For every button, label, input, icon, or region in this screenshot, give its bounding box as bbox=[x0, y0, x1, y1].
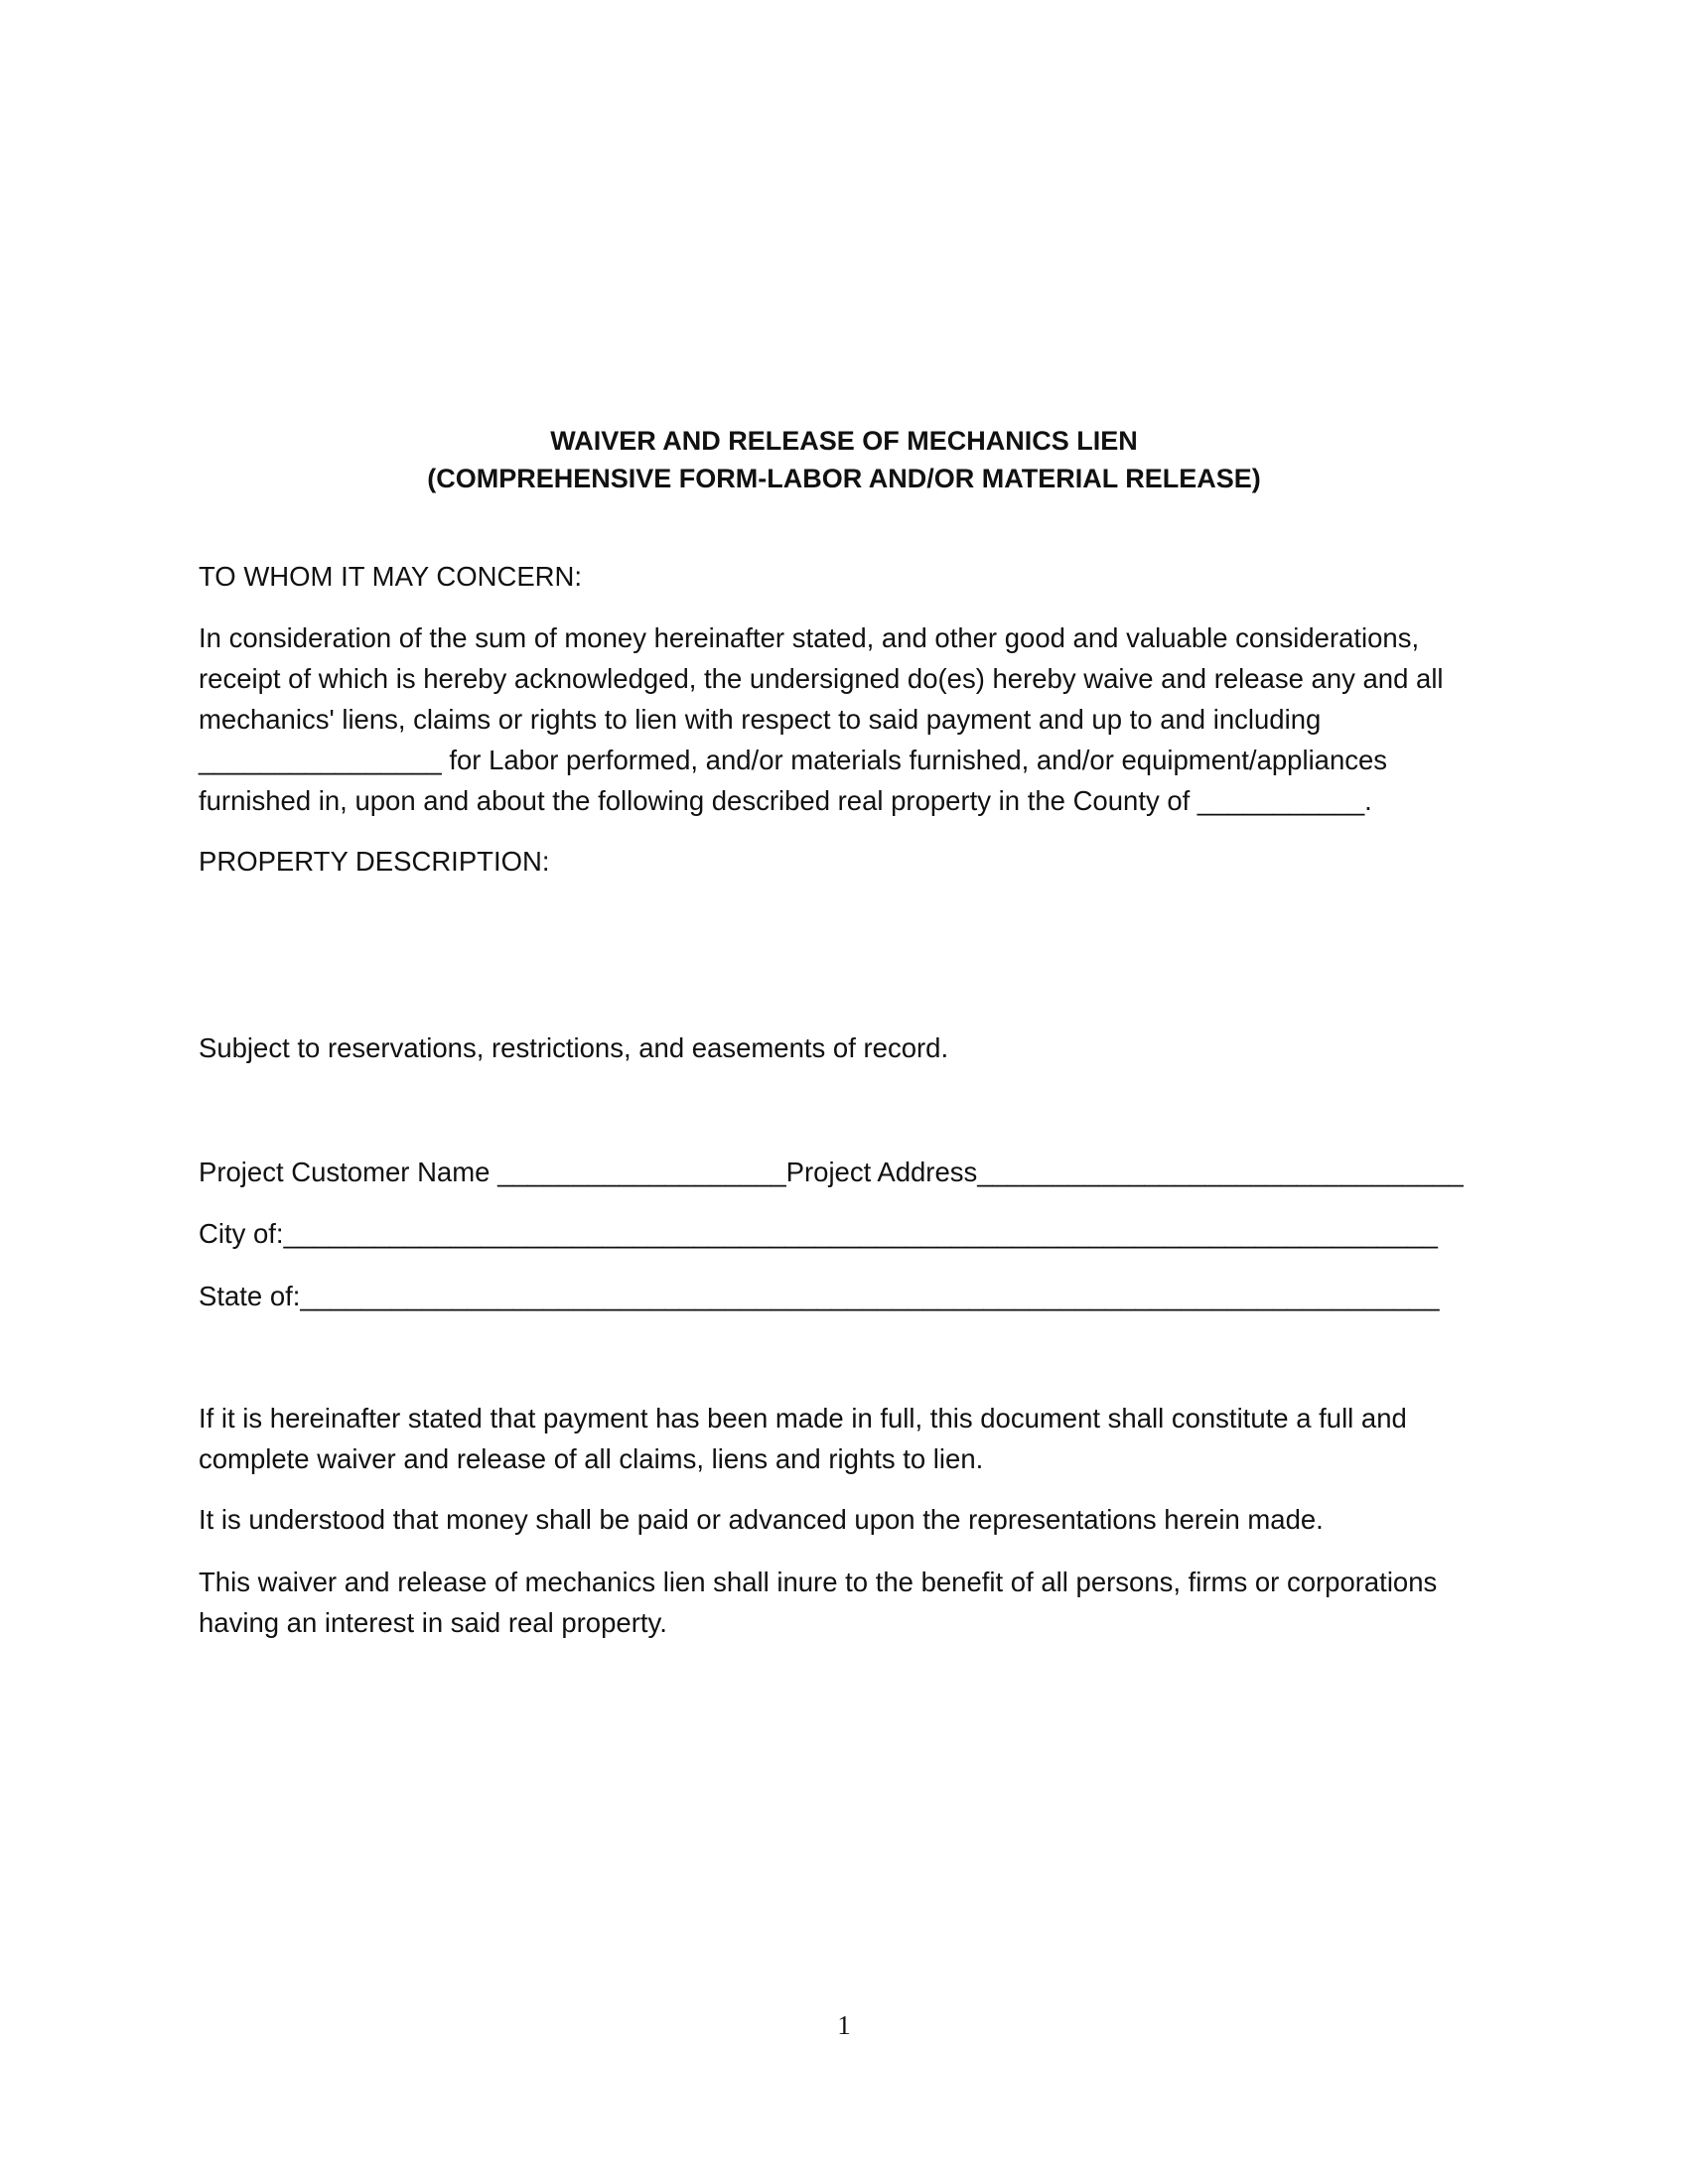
paragraph-line: complete waiver and release of all claims, liens and rights to lien. bbox=[199, 1443, 984, 1474]
full-payment-paragraph bbox=[199, 1398, 1499, 1479]
subject-to-text: Subject to reservations, restrictions, and easements of record. bbox=[199, 1032, 949, 1063]
city-field-row bbox=[199, 1213, 1499, 1254]
customer-address-field-row bbox=[199, 1152, 1499, 1192]
amount-blank-line: ________________ for Labor performed, and/or materials furnished, and/or equipment/appliances bbox=[199, 745, 1388, 775]
city-field: City of:____________________________________________________________________________ bbox=[199, 1218, 1438, 1249]
paragraph-line: If it is hereinafter stated that payment has been made in full, this document shall constitute a full and bbox=[199, 1403, 1407, 1433]
paragraph-line: It is understood that money shall be paid or advanced upon the representations herein made. bbox=[199, 1504, 1324, 1535]
addressee bbox=[199, 556, 1499, 597]
consideration-paragraph bbox=[199, 617, 1499, 821]
title-line-2: (COMPREHENSIVE FORM-LABOR AND/OR MATERIAL RELEASE) bbox=[427, 464, 1261, 493]
state-field-row bbox=[199, 1276, 1499, 1316]
paragraph-line: This waiver and release of mechanics lien shall inure to the benefit of all persons, firms or corporations bbox=[199, 1567, 1438, 1597]
paragraph-line: receipt of which is hereby acknowledged, the undersigned do(es) hereby waive and release any and all bbox=[199, 663, 1444, 694]
customer-name-and-address-fields: Project Customer Name ___________________Project Address________________________________ bbox=[199, 1157, 1464, 1187]
understood-paragraph bbox=[199, 1499, 1499, 1540]
county-blank-line: furnished in, upon and about the following described real property in the County of ___________. bbox=[199, 785, 1372, 816]
paragraph-line: having an interest in said real property. bbox=[199, 1607, 667, 1638]
addressee-text: TO WHOM IT MAY CONCERN: bbox=[199, 561, 583, 592]
paragraph-line: In consideration of the sum of money hereinafter stated, and other good and valuable considerations, bbox=[199, 622, 1420, 653]
title-line-1: WAIVER AND RELEASE OF MECHANICS LIEN bbox=[550, 426, 1138, 456]
page-number: 1 bbox=[837, 2010, 851, 2040]
state-field: State of:___________________________________________________________________________ bbox=[199, 1281, 1440, 1311]
benefit-paragraph bbox=[199, 1562, 1499, 1643]
document-title bbox=[0, 422, 1688, 497]
property-description-text: PROPERTY DESCRIPTION: bbox=[199, 846, 550, 877]
subject-to-statement bbox=[199, 1027, 1499, 1068]
property-description-label bbox=[199, 841, 1499, 882]
paragraph-line: mechanics' liens, claims or rights to lien with respect to said payment and up to and including bbox=[199, 704, 1322, 735]
